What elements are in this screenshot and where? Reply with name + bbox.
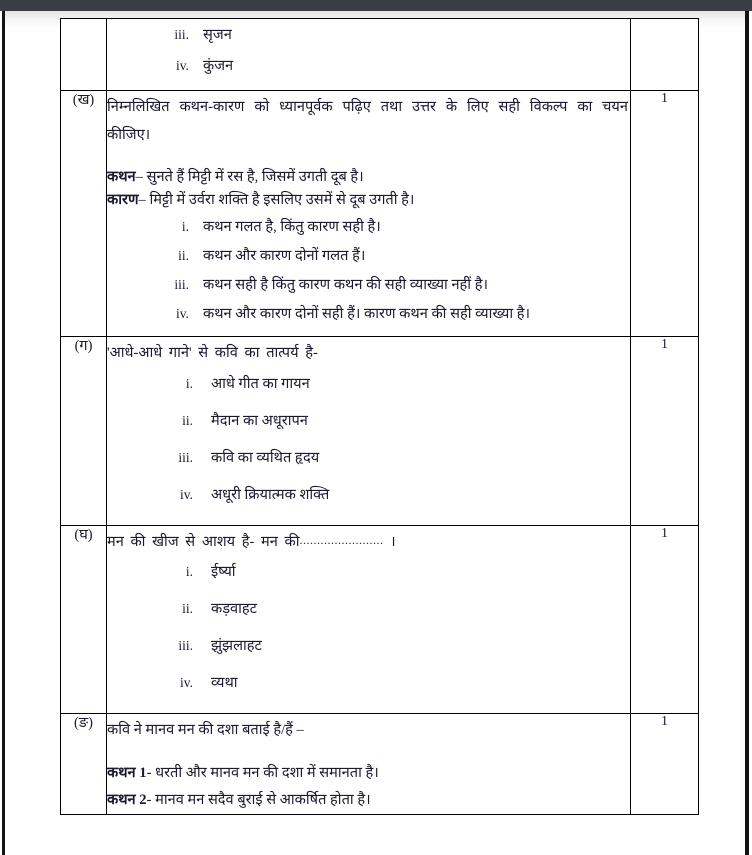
list-item[interactable] <box>107 307 630 325</box>
option-numeral: iii. <box>178 449 193 465</box>
question-stem-prefix: मन की खीज से आशय है- मन की <box>107 533 300 550</box>
question-label-cell: (ङ) <box>61 714 107 815</box>
marks-cell: 1 <box>631 337 699 525</box>
table-row <box>61 91 699 337</box>
option-text: कथन और कारण दोनों गलत हैं। <box>203 248 366 265</box>
statement-key: कथन <box>107 168 136 185</box>
option-numeral: iii. <box>178 638 193 654</box>
list-item[interactable] <box>107 59 630 77</box>
option-text: कुंजन <box>203 58 234 74</box>
option-text: कथन सही है किंतु कारण कथन की सही व्याख्या नहीं है। <box>203 277 489 294</box>
question-label-cell: (ख) <box>61 91 107 337</box>
question-label-cell <box>61 19 107 91</box>
list-item[interactable] <box>107 639 630 657</box>
table-row <box>61 525 699 713</box>
question-label-cell: (घ) <box>61 525 107 713</box>
list-item[interactable] <box>107 451 630 469</box>
question-stem: निम्नलिखित कथन-कारण को ध्यानपूर्वक पढ़िए तथा उत्तर के लिए सही विकल्प का चयन कीजिए। <box>107 99 628 144</box>
option-text: अधूरी क्रियात्मक शक्ति <box>211 486 330 503</box>
spacer <box>107 744 630 760</box>
statement-text: – सुनते हैं मिट्टी में रस है, जिसमें उगती दूब है। <box>135 168 364 185</box>
table-row <box>61 337 699 525</box>
list-item[interactable] <box>107 602 630 620</box>
question-body-cell <box>107 19 631 91</box>
list-item[interactable] <box>107 377 630 395</box>
question-body-cell <box>107 337 631 525</box>
list-item[interactable] <box>107 249 630 267</box>
question-stem-suffix: । <box>390 533 396 550</box>
marks-cell: 1 <box>631 714 699 815</box>
option-numeral: iv. <box>176 306 189 322</box>
option-text: व्यथा <box>211 675 238 692</box>
statement-line <box>107 189 630 212</box>
option-numeral: ii. <box>182 601 193 617</box>
question-body-cell <box>107 714 631 815</box>
option-text: कवि का व्यथित हृदय <box>211 449 320 466</box>
statement-line <box>107 760 630 787</box>
list-item[interactable] <box>107 414 630 432</box>
option-text: कड़वाहट <box>211 601 258 618</box>
marks-cell: 1 <box>631 91 699 337</box>
option-numeral: ii. <box>178 248 189 264</box>
option-text: ईर्ष्या <box>211 564 236 581</box>
fill-in-blank-dots: ........................ <box>299 532 384 547</box>
exam-question-table <box>60 18 699 815</box>
statement-text: - मानव मन सदैव बुराई से आकर्षित होता है। <box>146 792 371 809</box>
statement-key: कारण <box>107 191 139 208</box>
option-numeral: iii. <box>174 277 189 293</box>
question-body-cell <box>107 525 631 713</box>
statement-text: – मिट्टी में उर्वरा शक्ति है इसलिए उसमें से दूब उगती है। <box>138 191 415 208</box>
list-item[interactable] <box>107 28 630 46</box>
question-body-cell <box>107 91 631 337</box>
marks-cell <box>631 19 699 91</box>
question-stem <box>107 528 630 556</box>
question-stem: 'आधे-आधे गाने' से कवि का तात्पर्य है- <box>107 345 318 362</box>
statement-text: - धरती और मानव मन की दशा में समानता है। <box>146 765 379 782</box>
option-numeral: i. <box>185 375 193 391</box>
statement-line <box>107 787 630 814</box>
option-text: झुंझलाहट <box>211 638 262 655</box>
statement-key: कथन 2 <box>107 792 147 809</box>
table-row <box>61 714 699 815</box>
option-numeral: iv. <box>176 58 189 73</box>
list-item[interactable] <box>107 676 630 694</box>
option-numeral: i. <box>185 564 193 580</box>
list-item[interactable] <box>107 278 630 296</box>
option-text: सृजन <box>203 27 232 43</box>
option-list <box>107 377 630 506</box>
option-numeral: iv. <box>180 486 193 502</box>
list-item[interactable] <box>107 488 630 506</box>
option-text: मैदान का अधूरापन <box>211 412 308 429</box>
statement-key: कथन 1 <box>107 765 147 782</box>
list-item[interactable] <box>107 565 630 583</box>
option-numeral: i. <box>181 219 189 235</box>
viewer-right-edge <box>745 0 749 855</box>
viewer-left-edge <box>2 0 5 855</box>
option-numeral: iii. <box>174 27 189 42</box>
question-stem: कवि ने मानव मन की दशा बताई है/हैं – <box>107 722 304 739</box>
option-list <box>107 28 630 77</box>
marks-cell: 1 <box>631 525 699 713</box>
question-label-cell: (ग) <box>61 337 107 525</box>
option-list <box>107 565 630 694</box>
option-numeral: ii. <box>182 412 193 428</box>
spacer <box>107 150 630 166</box>
option-numeral: iv. <box>180 675 193 691</box>
table-row <box>61 19 699 91</box>
statement-line <box>107 166 630 189</box>
list-item[interactable] <box>107 220 630 238</box>
option-text: कथन गलत है, किंतु कारण सही है। <box>203 219 381 236</box>
option-text: आधे गीत का गायन <box>211 375 310 392</box>
option-list <box>107 220 630 325</box>
option-text: कथन और कारण दोनों सही हैं। कारण कथन की सही व्याख्या है। <box>203 306 531 323</box>
viewer-toolbar-bar <box>0 0 752 11</box>
